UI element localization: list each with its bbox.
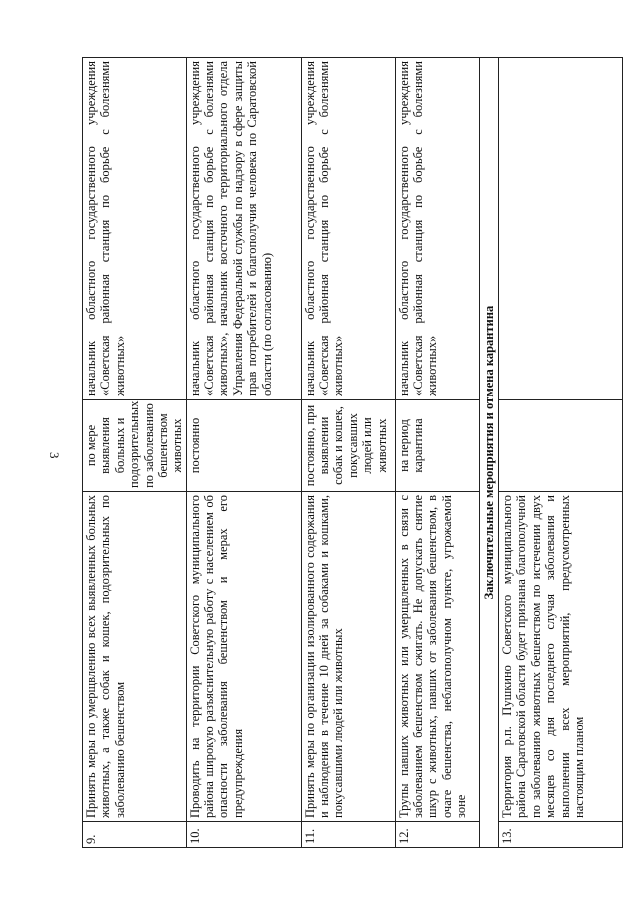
table-row — [301, 58, 395, 848]
table-row — [186, 58, 301, 848]
responsible-cell: начальник областного государственного учреждения «Советская районная станция по борьбе с болезнями животных» — [301, 58, 395, 400]
responsible-cell: начальник областного государственного учреждения «Советская районная станция по борьбе с болезнями животных» — [83, 58, 187, 400]
responsible-cell: начальник областного государственного учреждения «Советская районная станция по борьбе с болезнями животных» — [395, 58, 479, 400]
row-number: 11. — [301, 822, 395, 848]
term-cell: постоянно, при выявлении собак и кошек, покусавших людей или животных — [301, 400, 395, 492]
measures-table — [82, 57, 623, 848]
page-number: 3 — [47, 452, 62, 459]
row-number: 13. — [499, 822, 623, 848]
table-row — [83, 58, 187, 848]
measure-cell: Трупы павших животных или умерщвленных в связи с заболеванием бешенством сжигать. Не допускать снятие шкур с животных, павших от заболевания бешенством, в очаге бешенства, неблагополучном пункте, угрожаемой зоне — [395, 492, 479, 822]
term-cell: постоянно — [186, 400, 301, 492]
row-number: 12. — [395, 822, 479, 848]
section-header-row — [479, 58, 498, 848]
table-row — [499, 58, 623, 848]
term-cell: на период карантина — [395, 400, 479, 492]
responsible-cell: начальник областного государственного учреждения «Советская районная станция по борьбе с болезнями животных», начальник восточного территориального отдела Управления Федеральной службы по надзору в сфере защиты прав потребителей и благополучия человека по Саратовской области (по согласованию) — [186, 58, 301, 400]
measure-cell: Принять меры по организации изолированного содержания и наблюдения в течение 10 дней за собаками и кошками, покусавшими людей или животных — [301, 492, 395, 822]
term-cell — [499, 400, 623, 492]
measure-cell: Проводить на территории Советского муниципального района широкую разъяснительную работу с населением об опасности заболевания бешенством и мерах его предупреждения — [186, 492, 301, 822]
row-number: 10. — [186, 822, 301, 848]
term-cell: по мере выявления больных и подозрительных по заболеванию бешенством животных — [83, 400, 187, 492]
responsible-cell — [499, 58, 623, 400]
table-row — [395, 58, 479, 848]
row-number: 9. — [83, 822, 187, 848]
measure-cell: Принять меры по умерщвлению всех выявленных больных животных, а также собак и кошек, подозрительных по заболеванию бешенством — [83, 492, 187, 822]
measure-cell: Территория р.п. Пушкино Советского муниципального района Саратовской области будет признана благополучной по заболеванию животных бешенством по истечении двух месяцев со дня последнего случая заболевания и выполнении всех мероприятий, предусмотренных настоящим планом — [499, 492, 623, 822]
plan-table-rotated — [82, 58, 615, 848]
section-title: Заключительные мероприятия и отмена карантина — [479, 58, 498, 848]
